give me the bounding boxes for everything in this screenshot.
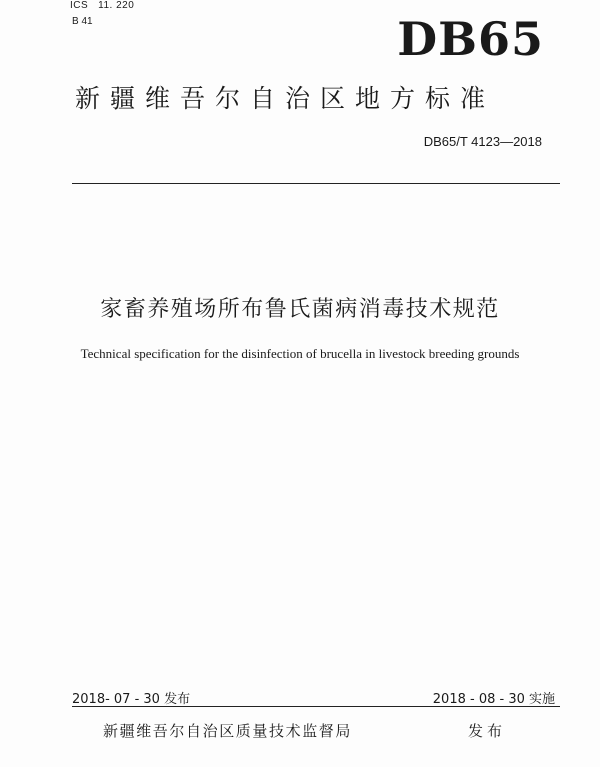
ccs-code: B 41	[72, 16, 93, 27]
ics-label: ICS	[70, 0, 89, 11]
top-divider	[72, 183, 560, 184]
implement-date: 2018 - 08 - 30 实施	[432, 692, 555, 707]
standard-number: DB65/T 4123—2018	[423, 134, 542, 149]
ics-value: 11. 220	[98, 0, 135, 11]
issuing-authority: 新疆维吾尔自治区质量技术监督局	[103, 722, 353, 740]
db65-logo: DB65	[397, 12, 544, 66]
document-title-chinese: 家畜养殖场所布鲁氏菌病消毒技术规范	[100, 297, 500, 322]
publish-date: 2018- 07 - 30 发布	[72, 692, 191, 707]
bottom-divider	[72, 706, 560, 707]
standard-type-heading: 新疆维吾尔自治区地方标准	[75, 84, 496, 113]
issue-label: 发布	[468, 722, 507, 740]
document-title-english: Technical specification for the disinfection of brucella in livestock breeding grounds	[80, 346, 520, 361]
ics-code	[70, 0, 134, 11]
